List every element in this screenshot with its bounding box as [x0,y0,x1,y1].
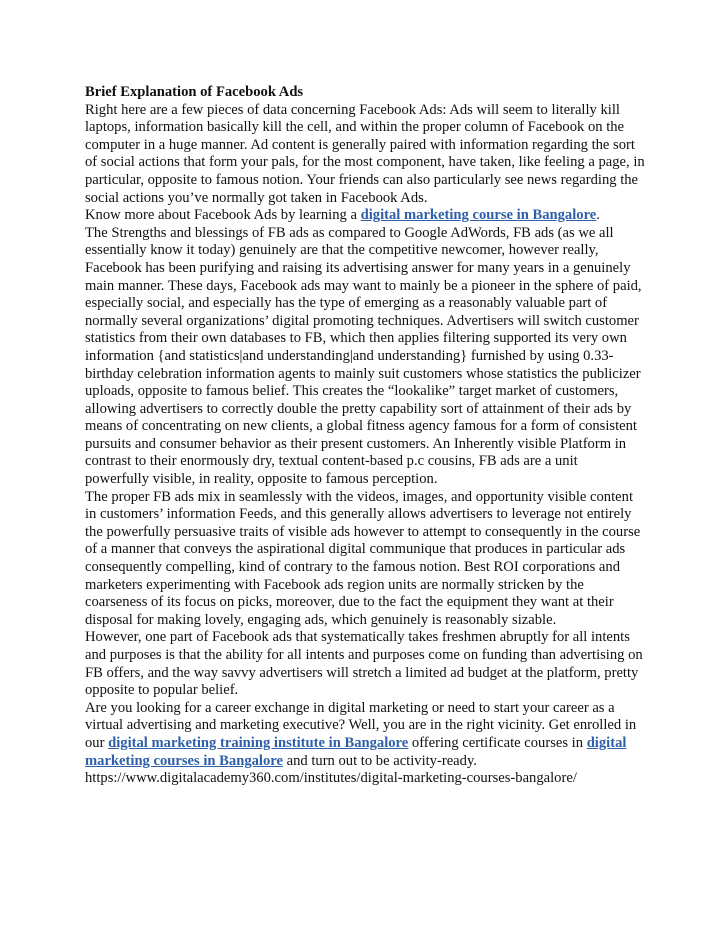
paragraph-strengths: The Strengths and blessings of FB ads as compared to Google AdWords, FB ads (as we all essentially know it today) genuinely are that the competitive newcomer, however really, Facebook has been purifying and raising its advertising answer for many years in a genuinely main manner. These days, Facebook ads may want to mainly be a pioneer in the sphere of paid, especially social, and especially has the type of emerging as a reasonably valuable part of normally several organizations’ digital promoting techniques. Advertisers will switch customer statistics from their own databases to FB, which then applies filtering supported its very own information {and statistics|and understanding|and understanding} furnished by using 0.33-birthday celebration information agents to mainly suit customers whose statistics the publicizer uploads, opposite to famous belief. This creates the “lookalike” target market of customers, allowing advertisers to correctly double the pretty capability sort of attainment of their ads by means of concentrating on new clients, a global fitness agency famous for a form of consistent pursuits and consumer behavior as their present customers. An Inherently visible Platform in contrast to their enormously dry, textual content-based p.c cousins, FB ads are a unit powerfully visible, in reality, opposite to famous perception. [85,224,642,488]
paragraph-text: . [596,207,600,224]
paragraph-know-more [85,207,645,225]
paragraph-text: and turn out to be activity-ready. [282,752,477,769]
marketing-courses-link[interactable]: digital marketing courses in Bangalore [85,734,627,769]
paragraph-text: Know more about Facebook Ads by learning a [85,207,361,224]
document-title: Brief Explanation of Facebook Ads [85,84,304,100]
digital-marketing-course-link[interactable]: digital marketing course in Bangalore [360,207,597,224]
paragraph-intro: Right here are a few pieces of data concerning Facebook Ads: Ads will seem to literally kill laptops, information basically kill the cell, and within the proper column of Facebook on the computer in a huge manner. Ad content is generally paired with information regarding the sort of social actions that form your pals, for the most component, have taken, like feeling a page, in particular, opposite to famous notion. Your friends can also particularly see news regarding the social actions you’ve normally got taken in Facebook Ads. [85,101,645,206]
training-institute-link[interactable]: digital marketing training institute in Bangalore [108,734,409,751]
plain-url-text: https://www.digitalacademy360.com/institutes/digital-marketing-courses-bangalore/ [85,770,577,787]
paragraph-budget: However, one part of Facebook ads that systematically takes freshmen abruptly for all intents and purposes is that the ability for all intents and purposes come on funding than advertising on FB offers, and the way savvy advertisers will stretch a limited ad budget at the platform, pretty opposite to popular belief. [85,629,643,699]
paragraph-fb-ads-mix: The proper FB ads mix in seamlessly with the videos, images, and opportunity visible content in customers’ information Feeds, and this generally allows advertisers to leverage not entirely the powerfully persuasive traits of visible ads however to attempt to consequently in the course of a manner that conveys the aspirational digital communique that produces in particular ads consequently compelling, kind of contrary to the famous notion. Best ROI corporations and marketers experimenting with Facebook ads region units are normally stricken by the coarseness of its focus on picks, moreover, due to the fact the equipment they want at their disposal for making lovely, engaging ads, which genuinely is reasonably sizable. [85,488,641,628]
paragraph-career [85,700,645,770]
paragraph-text: offering certificate courses in [408,734,587,751]
paragraph-text: Are you looking for a career exchange in digital marketing or need to start your career as a virtual advertising and marketing executive? Well, you are in the right vicinity. Get enrolled in our [85,699,637,751]
document-body [85,84,645,788]
